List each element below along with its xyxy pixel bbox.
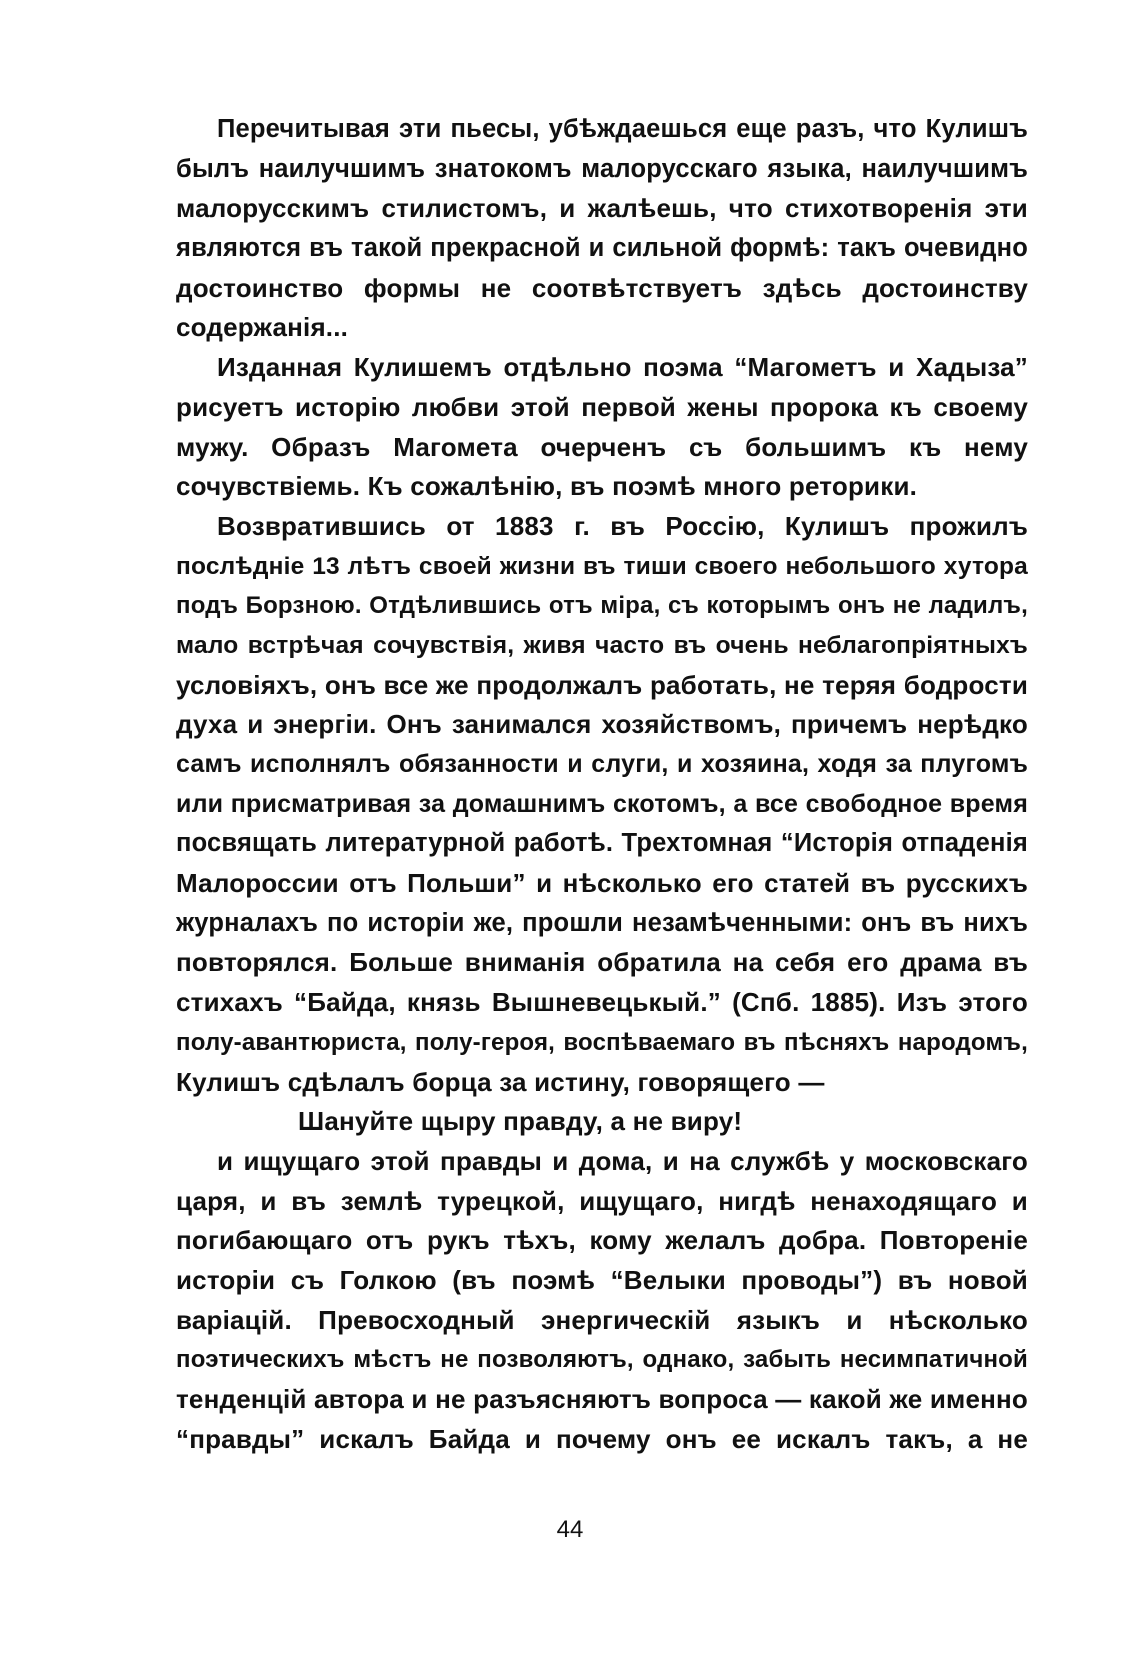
text-line: духа и энергіи. Онъ занимался хозяйствомъ, причемъ нерѣдко xyxy=(176,709,1028,740)
text-line: посвящать литературной работѣ. Трехтомная “Исторія отпаденія xyxy=(176,829,1028,858)
text-line: царя, и въ землѣ турецкой, ищущаго, нигдѣ ненаходящаго и xyxy=(176,1185,1028,1216)
text-line: Малороссии отъ Польши” и нѣсколько его статей въ русскихъ xyxy=(176,868,1028,899)
text-line: послѣдніе 13 лѣтъ своей жизни въ тиши своего небольшого хутора xyxy=(176,552,1028,580)
text-line: самъ исполнялъ обязанности и слуги, и хозяина, ходя за плугомъ xyxy=(176,750,1028,778)
text-line: Возвратившись от 1883 г. въ Россію, Кулишъ прожилъ xyxy=(217,510,1028,541)
text-line: тенденцій автора и не разъясняютъ вопроса — какой же именно xyxy=(176,1384,1028,1414)
text-line: подъ Борзною. Отдѣлившись отъ міра, съ которымъ онъ не ладилъ, xyxy=(176,592,1028,620)
text-line: поэтическихъ мѣстъ не позволяютъ, однако, забыть несимпатичной xyxy=(176,1346,1028,1374)
text-line: исторіи съ Голкою (въ поэмѣ “Велыки проводы”) въ новой xyxy=(176,1264,1028,1295)
text-line: варіацій. Превосходный энергическій языкъ и нѣсколько xyxy=(176,1304,1028,1335)
text-line: содержанія... xyxy=(176,312,349,343)
text-line: погибающаго отъ рукъ тѣхъ, кому желалъ добра. Повтореніе xyxy=(176,1225,1028,1256)
text-line: являются въ такой прекрасной и сильной формѣ: такъ очевидно xyxy=(176,234,1028,263)
text-line: сочувствіемь. Къ сожалѣнію, въ поэмѣ много реторики. xyxy=(176,471,918,502)
text-line: или присматривая за домашнимъ скотомъ, а все свободное время xyxy=(176,789,1028,818)
text-line: Перечитывая эти пьесы, убѣждаешься еще разъ, что Кулишъ xyxy=(217,115,1028,143)
text-line: былъ наилучшимъ знатокомъ малорусскаго языка, наилучшимъ xyxy=(176,154,1028,183)
text-line: условіяхъ, онъ все же продолжалъ работать, не теряя бодрости xyxy=(176,669,1028,700)
text-line: Кулишъ сдѣлалъ борца за истину, говорящего — xyxy=(176,1066,825,1097)
page-number: 44 xyxy=(556,1516,584,1543)
text-line: Изданная Кулишемъ отдѣльно поэма “Магометъ и Хадыза” xyxy=(217,352,1028,383)
text-line: “правды” искалъ Байда и почему онъ ее искалъ такъ, а не xyxy=(176,1423,1028,1454)
text-line: повторялся. Больше вниманія обратила на себя его драма въ xyxy=(176,947,1028,978)
text-line: и ищущаго этой правды и дома, и на службѣ у московскаго xyxy=(217,1145,1028,1176)
text-line: мужу. Образъ Магомета очерченъ съ большимъ къ нему xyxy=(176,431,1028,462)
text-line: рисуетъ исторію любви этой первой жены пророка къ своему xyxy=(176,391,1028,422)
text-line: стихахъ “Байда, князь Вышневецькый.” (Спб. 1885). Изъ этого xyxy=(176,987,1028,1018)
verse-line: Шануйте щыру правду, а не виру! xyxy=(298,1106,743,1137)
text-line: малорусскимъ стилистомъ, и жалѣешь, что стихотворенія эти xyxy=(176,193,1028,224)
text-line: журналахъ по исторіи же, прошли незамѣченными: онъ въ нихъ xyxy=(176,908,1028,937)
body-text xyxy=(176,110,1028,1459)
text-line: полу-авантюриста, полу-героя, воспѣваемаго въ пѣсняхъ народомъ, xyxy=(176,1028,1028,1056)
text-line: достоинство формы не соотвѣтствуетъ здѣсь достоинству xyxy=(176,272,1028,303)
text-line: мало встрѣчая сочувствія, живя часто въ очень неблагопріятныхъ xyxy=(176,631,1028,659)
